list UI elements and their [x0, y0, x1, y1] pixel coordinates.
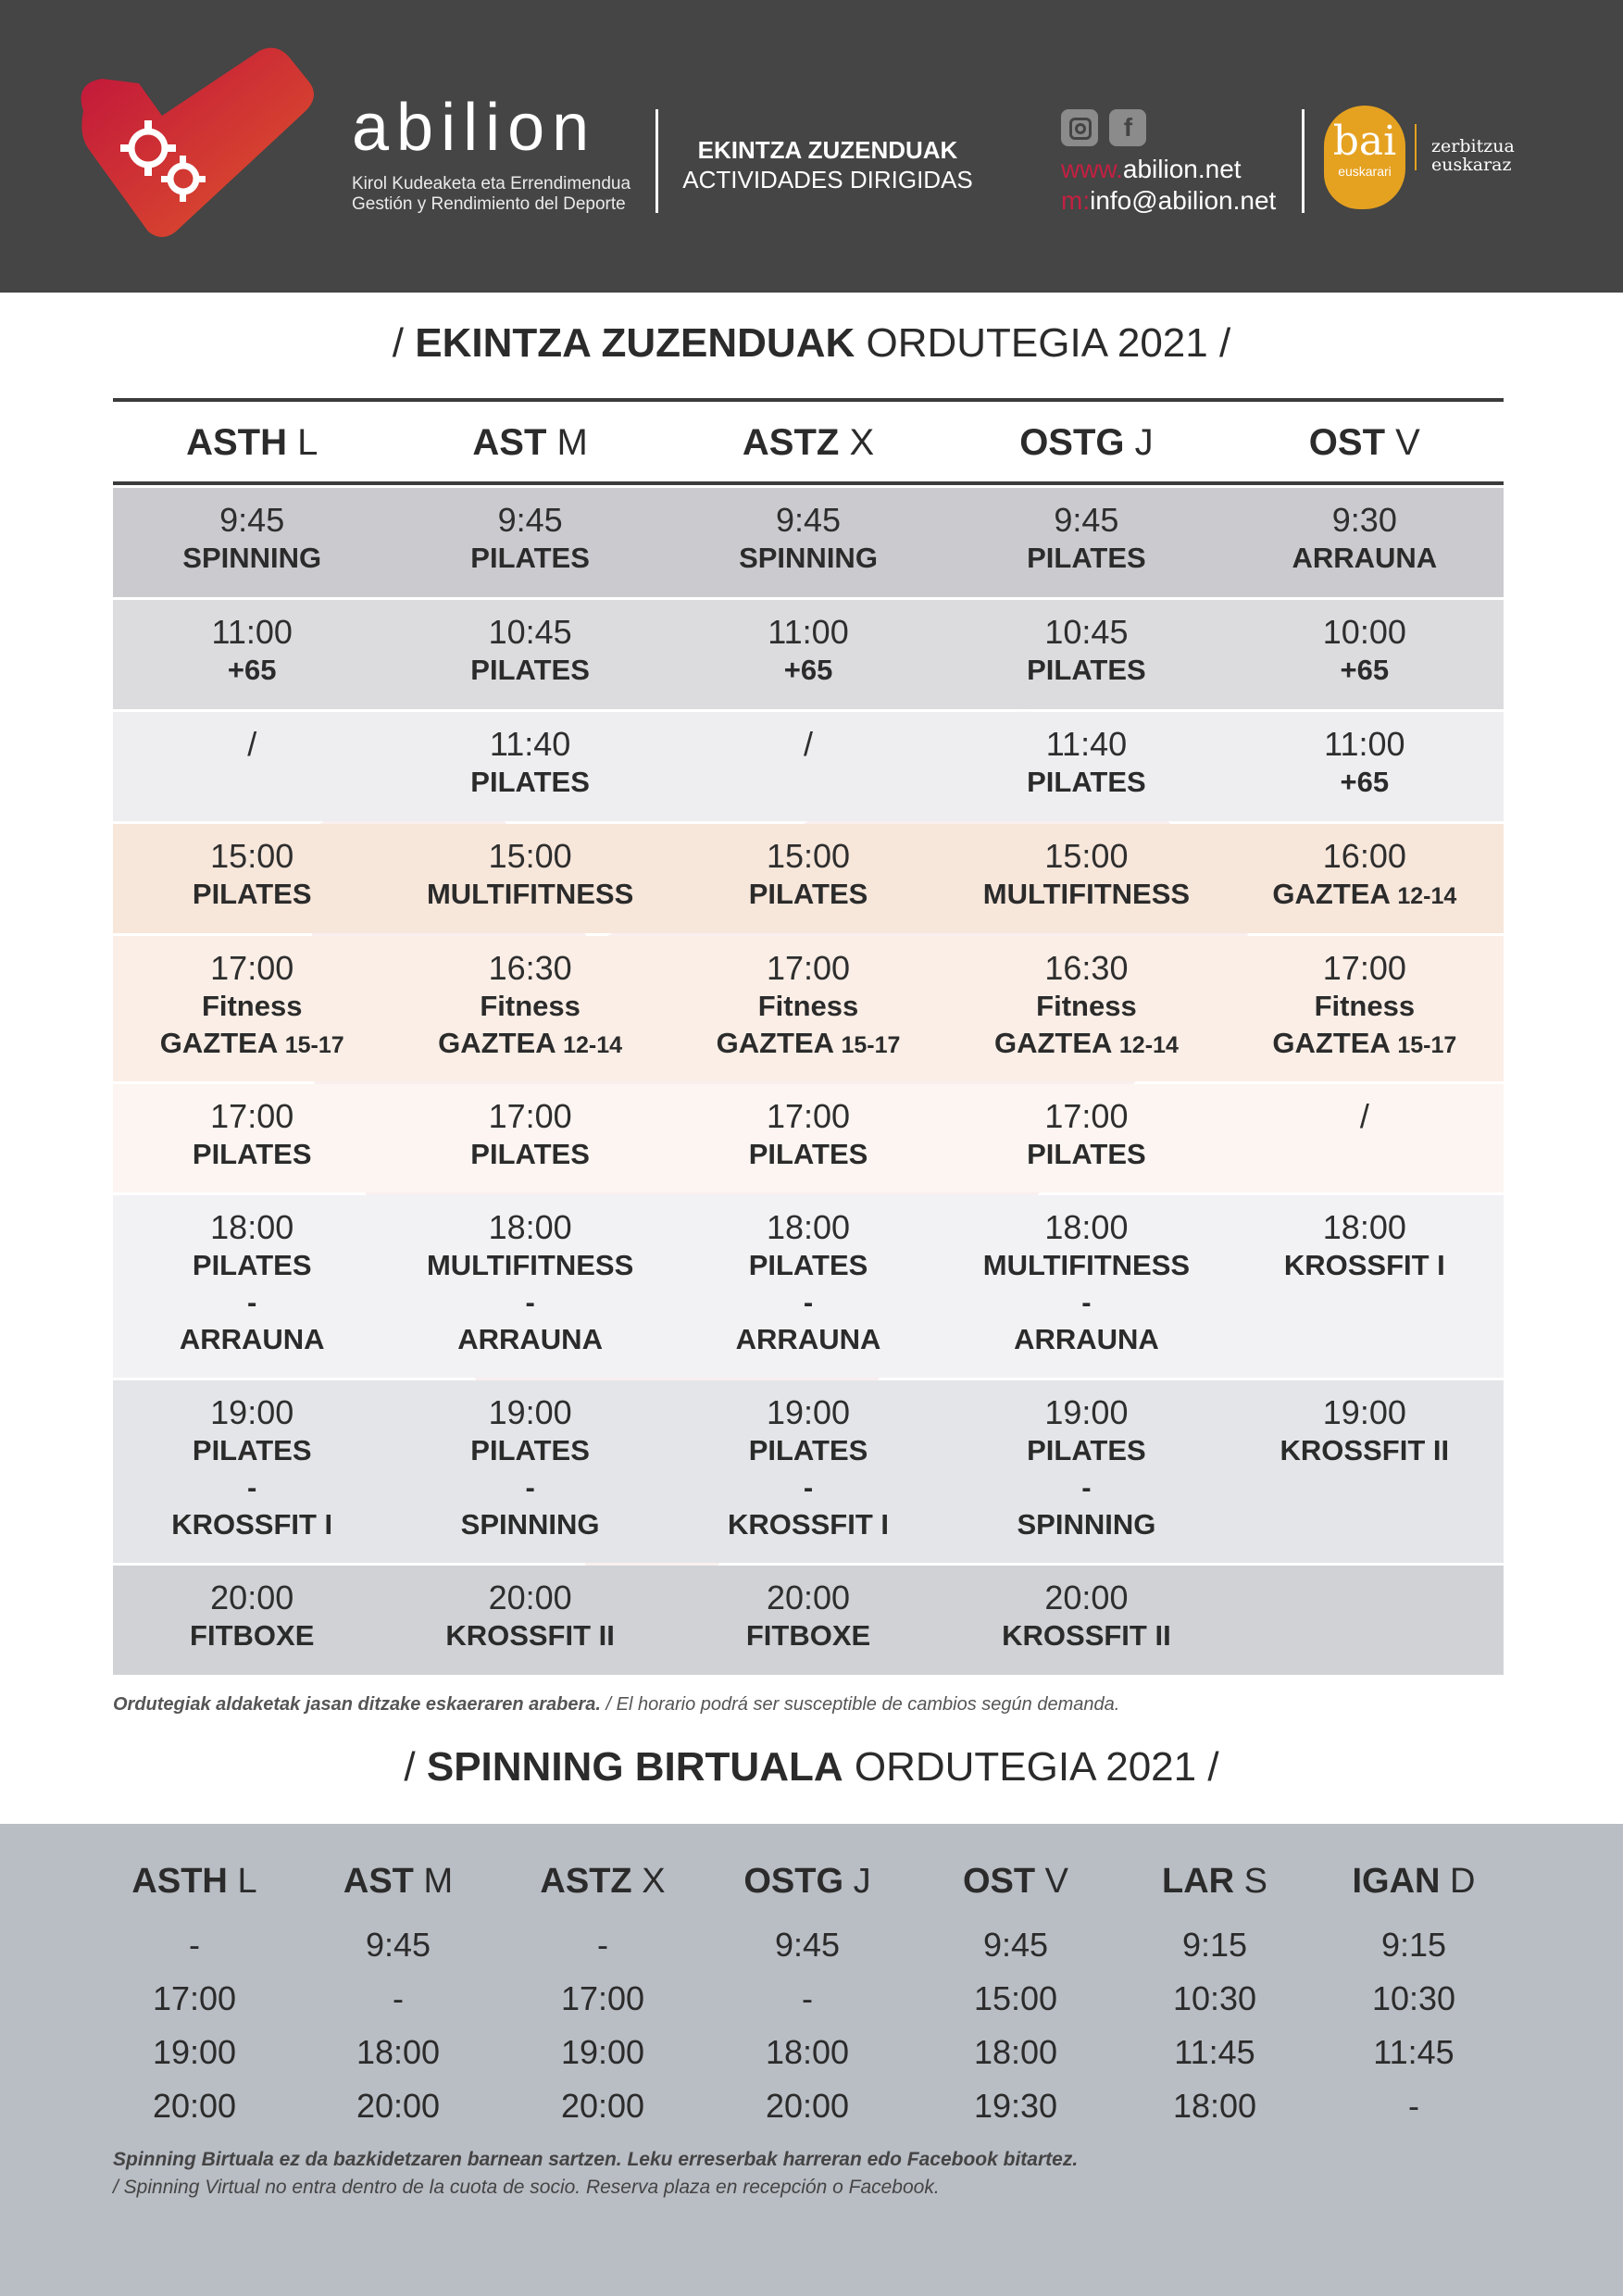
class-name: - — [803, 1471, 814, 1504]
age-range: 12-14 — [1397, 883, 1457, 909]
spinning-time: 19:00 — [560, 2033, 645, 2071]
spinning-time: 9:45 — [982, 1926, 1049, 1964]
day-abbr: AST — [472, 422, 547, 463]
class-name: PILATES — [1027, 766, 1146, 798]
class-name: SPINNING — [739, 542, 878, 574]
schedule-cell — [113, 1566, 391, 1675]
class-time: 18:00 — [766, 1208, 851, 1246]
spinning-time: 9:45 — [774, 1926, 841, 1964]
schedule-cell — [113, 712, 391, 821]
class-time: 15:00 — [210, 837, 294, 875]
class-time: 16:30 — [488, 949, 572, 987]
class-name: +65 — [783, 654, 833, 686]
class-time: 20:00 — [766, 1578, 851, 1616]
age-range: 12-14 — [563, 1032, 623, 1058]
table-row — [113, 1566, 1504, 1675]
class-name: SPINNING — [182, 542, 322, 574]
spinning-table — [93, 1844, 1537, 2133]
spinning-day-header — [909, 1844, 1122, 1918]
class-time: 19:00 — [1044, 1393, 1129, 1431]
class-name: FITBOXE — [190, 1619, 315, 1652]
class-name: Fitness — [757, 990, 859, 1022]
table-row — [113, 824, 1504, 933]
schedule-cell — [669, 824, 947, 933]
spinning-time: 20:00 — [356, 2087, 441, 2125]
title-light: ORDUTEGIA 2021 — [866, 320, 1208, 366]
class-time: 11:00 — [211, 613, 293, 651]
class-name: FITBOXE — [745, 1619, 871, 1652]
schedule-cell — [947, 1195, 1225, 1378]
class-time: 10:00 — [1322, 613, 1406, 651]
day-abbr: ASTZ — [540, 1862, 632, 1901]
class-name: +65 — [1340, 766, 1390, 798]
day-abbr: ASTH — [131, 1862, 228, 1901]
spinning-day-header — [296, 1844, 500, 1918]
class-name: PILATES — [470, 1138, 590, 1170]
brand-subtitle-eu: Kirol Kudeaketa eta Errendimendua — [352, 174, 631, 193]
day-abbr: ASTH — [186, 422, 287, 463]
header-divider-2 — [1302, 109, 1305, 213]
class-time: 18:00 — [210, 1208, 294, 1246]
table-body — [113, 488, 1504, 1675]
class-name: - — [247, 1286, 257, 1318]
spinning-time: - — [597, 1926, 608, 1964]
spinning-time: 18:00 — [765, 2033, 850, 2071]
spinning-note — [113, 2146, 1078, 2202]
spinning-time: - — [802, 1979, 813, 2017]
schedule-cell — [113, 600, 391, 709]
table-row — [113, 712, 1504, 821]
class-time: 9:45 — [497, 501, 563, 539]
schedule-cell — [391, 936, 668, 1081]
title-slash: / — [392, 320, 405, 366]
spinning-row — [93, 2079, 1537, 2133]
class-time: 19:00 — [1322, 1393, 1406, 1431]
title-slash: / — [1207, 1744, 1219, 1790]
schedule-cell — [113, 936, 391, 1081]
bai-right-line1: zerbitzua — [1431, 136, 1515, 156]
class-name: PILATES — [748, 1138, 868, 1170]
schedule-cell — [113, 1380, 391, 1563]
class-time: 15:00 — [1044, 837, 1129, 875]
schedule-cell — [947, 712, 1225, 821]
class-name: - — [1081, 1286, 1092, 1318]
class-time: 20:00 — [1044, 1578, 1129, 1616]
schedule-cell — [669, 936, 947, 1081]
class-time: 17:00 — [210, 1097, 294, 1135]
day-header — [1226, 402, 1504, 481]
brand-subtitle-es: Gestión y Rendimiento del Deporte — [352, 194, 626, 214]
schedule-cell — [947, 488, 1225, 597]
day-letter: J — [853, 1862, 871, 1901]
class-name: KROSSFIT I — [171, 1508, 333, 1541]
abilion-logo-icon — [74, 46, 324, 241]
spinning-day-header — [500, 1844, 705, 1918]
class-name: PILATES — [470, 766, 590, 798]
schedule-cell — [947, 1084, 1225, 1192]
spinning-note-eu: Spinning Birtuala ez da bazkidetzaren barnean sartzen. Leku erreserbak harreran edo Facebook bitartez. — [113, 2149, 1079, 2170]
class-name: KROSSFIT II — [445, 1619, 615, 1652]
day-letter: L — [297, 422, 318, 463]
day-letter: J — [1134, 422, 1154, 463]
day-abbr: LAR — [1161, 1862, 1235, 1901]
table-header-row — [113, 398, 1504, 485]
schedule-cell — [113, 1195, 391, 1378]
spinning-section — [0, 1824, 1623, 2296]
schedule-cell — [113, 488, 391, 597]
contact-block — [1061, 154, 1276, 217]
class-name: MULTIFITNESS — [426, 1249, 634, 1281]
class-time: 10:45 — [488, 613, 572, 651]
class-time: 11:00 — [768, 613, 849, 651]
table-row — [113, 1195, 1504, 1378]
day-letter: V — [1395, 422, 1420, 463]
schedule-cell — [391, 488, 668, 597]
schedule-cell — [1226, 1380, 1504, 1563]
day-letter: X — [849, 422, 875, 463]
activities-label — [659, 135, 996, 194]
spinning-time: 20:00 — [560, 2087, 645, 2125]
spinning-time: 15:00 — [973, 1979, 1058, 2017]
schedule-cell — [113, 1084, 391, 1192]
class-name: - — [247, 1471, 257, 1504]
class-name: Fitness — [1036, 990, 1137, 1022]
spinning-time: 17:00 — [152, 1979, 237, 2017]
day-abbr: ASTZ — [742, 422, 840, 463]
class-time: 9:45 — [775, 501, 842, 539]
bai-sub: euskarari — [1338, 164, 1392, 179]
bai-word: bai — [1332, 118, 1397, 165]
header-divider — [655, 109, 658, 213]
activities-schedule-table — [113, 398, 1504, 1675]
day-header — [669, 402, 947, 481]
class-time: 11:00 — [1324, 725, 1405, 763]
class-name: Fitness — [480, 990, 581, 1022]
class-time: 9:45 — [219, 501, 285, 539]
schedule-cell — [391, 1084, 668, 1192]
class-time: 11:40 — [1045, 725, 1128, 763]
spinning-time: 11:45 — [1373, 2033, 1454, 2071]
class-name: KROSSFIT I — [728, 1508, 889, 1541]
class-time: 17:00 — [1322, 949, 1406, 987]
schedule-cell — [1226, 1084, 1504, 1192]
schedule-cell — [391, 824, 668, 933]
day-header — [113, 402, 391, 481]
spinning-time: 10:30 — [1371, 1979, 1456, 2017]
title-slash: / — [1218, 320, 1231, 366]
bai-euskarari-logo — [1324, 106, 1405, 209]
table-row — [113, 1084, 1504, 1192]
age-range: 15-17 — [284, 1032, 344, 1058]
class-name: ARRAUNA — [457, 1323, 603, 1355]
title-light: ORDUTEGIA 2021 — [854, 1744, 1197, 1790]
spinning-time: 9:15 — [1181, 1926, 1248, 1964]
class-name: - — [525, 1286, 535, 1318]
class-name: PILATES — [192, 1249, 312, 1281]
spinning-time: 18:00 — [1172, 2087, 1257, 2125]
spinning-title — [0, 1744, 1623, 1791]
schedule-cell — [1226, 1195, 1504, 1378]
day-abbr: IGAN — [1352, 1862, 1441, 1901]
age-range: 15-17 — [841, 1032, 901, 1058]
class-time: 17:00 — [766, 1097, 851, 1135]
title-bold: SPINNING BIRTUALA — [426, 1744, 843, 1790]
spinning-time: 18:00 — [973, 2033, 1058, 2071]
table-row — [113, 1380, 1504, 1563]
class-name: ARRAUNA — [1292, 542, 1438, 574]
class-time: 9:30 — [1331, 501, 1397, 539]
brand-block — [352, 91, 631, 215]
spinning-note-es: / Spinning Virtual no entra dentro de la cuota de socio. Reserva plaza en recepción o Facebook. — [113, 2177, 940, 2198]
class-name: - — [803, 1286, 814, 1318]
day-abbr: OST — [1308, 422, 1386, 463]
schedule-cell — [947, 1380, 1225, 1563]
page-header — [0, 0, 1623, 293]
schedule-cell — [947, 1566, 1225, 1675]
class-time: 17:00 — [766, 949, 851, 987]
class-name: KROSSFIT II — [1280, 1434, 1450, 1466]
class-name: PILATES — [470, 654, 590, 686]
spinning-time: 17:00 — [560, 1979, 645, 2017]
schedule-cell — [391, 1195, 668, 1378]
class-time: 18:00 — [488, 1208, 572, 1246]
schedule-cell — [113, 824, 391, 933]
schedule-cell — [669, 488, 947, 597]
schedule-cell — [1226, 1566, 1504, 1675]
day-letter: S — [1243, 1862, 1268, 1901]
note-bold: Ordutegiak aldaketak jasan ditzake eskaeraren arabera. — [113, 1694, 601, 1715]
spinning-time: 9:45 — [365, 1926, 431, 1964]
class-name: - — [525, 1471, 535, 1504]
spinning-time: - — [393, 1979, 404, 2017]
schedule-cell — [391, 1380, 668, 1563]
spinning-time: 11:45 — [1174, 2033, 1255, 2071]
class-time: 19:00 — [488, 1393, 572, 1431]
class-name: MULTIFITNESS — [982, 1249, 1191, 1281]
spinning-day-header — [1307, 1844, 1520, 1918]
title-bold: EKINTZA ZUZENDUAK — [415, 320, 855, 366]
spinning-time: - — [1408, 2087, 1419, 2125]
class-name: SPINNING — [460, 1508, 600, 1541]
schedule-cell — [947, 936, 1225, 1081]
schedule-title — [0, 320, 1623, 367]
instagram-icon[interactable] — [1061, 109, 1098, 146]
schedule-cell — [1226, 936, 1504, 1081]
class-time: 20:00 — [210, 1578, 294, 1616]
class-time: 19:00 — [766, 1393, 851, 1431]
spinning-time: 19:30 — [973, 2087, 1058, 2125]
bai-separator — [1415, 124, 1417, 170]
class-name: PILATES — [748, 1434, 868, 1466]
bai-service-text — [1431, 137, 1515, 174]
class-name: Fitness — [1314, 990, 1416, 1022]
spinning-time: - — [189, 1926, 200, 1964]
schedule-cell — [669, 712, 947, 821]
class-name: PILATES — [470, 542, 590, 574]
class-time: 18:00 — [1044, 1208, 1129, 1246]
class-name: ARRAUNA — [1014, 1323, 1159, 1355]
day-header — [947, 402, 1225, 481]
spinning-time: 18:00 — [356, 2033, 441, 2071]
class-name: - — [1081, 1471, 1092, 1504]
class-name: SPINNING — [1017, 1508, 1156, 1541]
schedule-note — [113, 1694, 1119, 1716]
schedule-cell — [947, 600, 1225, 709]
class-name: MULTIFITNESS — [982, 878, 1191, 910]
spinning-time: 19:00 — [152, 2033, 237, 2071]
class-name: PILATES — [470, 1434, 590, 1466]
spinning-time: 20:00 — [152, 2087, 237, 2125]
social-icons — [1061, 109, 1154, 146]
day-header — [391, 402, 668, 481]
activities-es: ACTIVIDADES DIRIGIDAS — [682, 166, 973, 193]
schedule-cell — [669, 1380, 947, 1563]
title-slash: / — [404, 1744, 416, 1790]
website-link[interactable]: www.abilion.net — [1061, 155, 1242, 183]
class-name: +65 — [227, 654, 277, 686]
class-name: Fitness — [201, 990, 303, 1022]
table-row — [113, 936, 1504, 1081]
schedule-cell — [669, 1566, 947, 1675]
spinning-body — [93, 1918, 1537, 2133]
day-letter: D — [1450, 1862, 1476, 1901]
day-letter: M — [556, 422, 588, 463]
class-time: 10:45 — [1044, 613, 1129, 651]
class-time: 17:00 — [1044, 1097, 1129, 1135]
note-rest: / El horario podrá ser susceptible de cambios según demanda. — [600, 1694, 1120, 1715]
schedule-cell — [669, 600, 947, 709]
schedule-cell — [391, 712, 668, 821]
day-letter: X — [642, 1862, 666, 1901]
spinning-day-header — [93, 1844, 296, 1918]
day-letter: L — [237, 1862, 257, 1901]
class-name: GAZTEA 15-17 — [716, 1027, 901, 1059]
schedule-cell — [391, 1566, 668, 1675]
class-name: GAZTEA 15-17 — [159, 1027, 344, 1059]
bai-right-line2: euskaraz — [1431, 155, 1512, 175]
class-time: 15:00 — [766, 837, 851, 875]
spinning-row — [93, 1972, 1537, 2026]
class-time: 9:45 — [1054, 501, 1119, 539]
email-link[interactable]: m:info@abilion.net — [1061, 186, 1277, 215]
class-name: ARRAUNA — [735, 1323, 881, 1355]
schedule-cell — [1226, 488, 1504, 597]
class-time: 11:40 — [489, 725, 571, 763]
day-letter: M — [423, 1862, 454, 1901]
brand-name: abilion — [352, 91, 597, 165]
class-name: GAZTEA 12-14 — [993, 1027, 1179, 1059]
schedule-cell — [1226, 600, 1504, 709]
table-row — [113, 600, 1504, 709]
class-name: ARRAUNA — [179, 1323, 325, 1355]
class-name: MULTIFITNESS — [426, 878, 634, 910]
spinning-header-row — [93, 1844, 1537, 1918]
class-name: KROSSFIT I — [1283, 1249, 1445, 1281]
table-row — [113, 488, 1504, 597]
schedule-cell — [391, 600, 668, 709]
age-range: 12-14 — [1118, 1032, 1179, 1058]
class-time: 17:00 — [488, 1097, 572, 1135]
class-name: PILATES — [192, 1138, 312, 1170]
class-name: GAZTEA 15-17 — [1272, 1027, 1457, 1059]
schedule-cell — [947, 824, 1225, 933]
age-range: 15-17 — [1397, 1032, 1457, 1058]
spinning-time: 9:15 — [1380, 1926, 1447, 1964]
spinning-time: 20:00 — [765, 2087, 850, 2125]
class-time: / — [804, 725, 814, 763]
day-abbr: OSTG — [743, 1862, 844, 1901]
class-name: KROSSFIT II — [1002, 1619, 1171, 1652]
spinning-time: 10:30 — [1172, 1979, 1257, 2017]
class-time: 17:00 — [210, 949, 294, 987]
schedule-cell — [1226, 824, 1504, 933]
class-time: 19:00 — [210, 1393, 294, 1431]
day-letter: V — [1044, 1862, 1069, 1901]
class-name: PILATES — [1027, 1138, 1146, 1170]
class-time: / — [247, 725, 257, 763]
class-time: 15:00 — [488, 837, 572, 875]
class-name: PILATES — [192, 1434, 312, 1466]
class-time: / — [1359, 1097, 1369, 1135]
class-time: 16:00 — [1322, 837, 1406, 875]
class-name: GAZTEA 12-14 — [438, 1027, 623, 1059]
class-name: PILATES — [1027, 542, 1146, 574]
class-name: PILATES — [1027, 1434, 1146, 1466]
spinning-day-header — [1122, 1844, 1307, 1918]
class-name: PILATES — [192, 878, 312, 910]
spinning-day-header — [705, 1844, 909, 1918]
class-name: GAZTEA 12-14 — [1272, 878, 1457, 910]
class-name: PILATES — [748, 878, 868, 910]
spinning-row — [93, 1918, 1537, 1972]
day-abbr: AST — [343, 1862, 414, 1901]
class-time: 18:00 — [1322, 1208, 1406, 1246]
day-abbr: OSTG — [1019, 422, 1125, 463]
class-name: PILATES — [1027, 654, 1146, 686]
facebook-icon[interactable]: f — [1109, 109, 1146, 146]
class-name: +65 — [1340, 654, 1390, 686]
spinning-row — [93, 2026, 1537, 2079]
class-time: 16:30 — [1044, 949, 1129, 987]
class-time: 20:00 — [488, 1578, 572, 1616]
schedule-cell — [669, 1195, 947, 1378]
schedule-cell — [1226, 712, 1504, 821]
schedule-cell — [669, 1084, 947, 1192]
day-abbr: OST — [962, 1862, 1036, 1901]
class-name: PILATES — [748, 1249, 868, 1281]
activities-eu: EKINTZA ZUZENDUAK — [697, 136, 958, 164]
